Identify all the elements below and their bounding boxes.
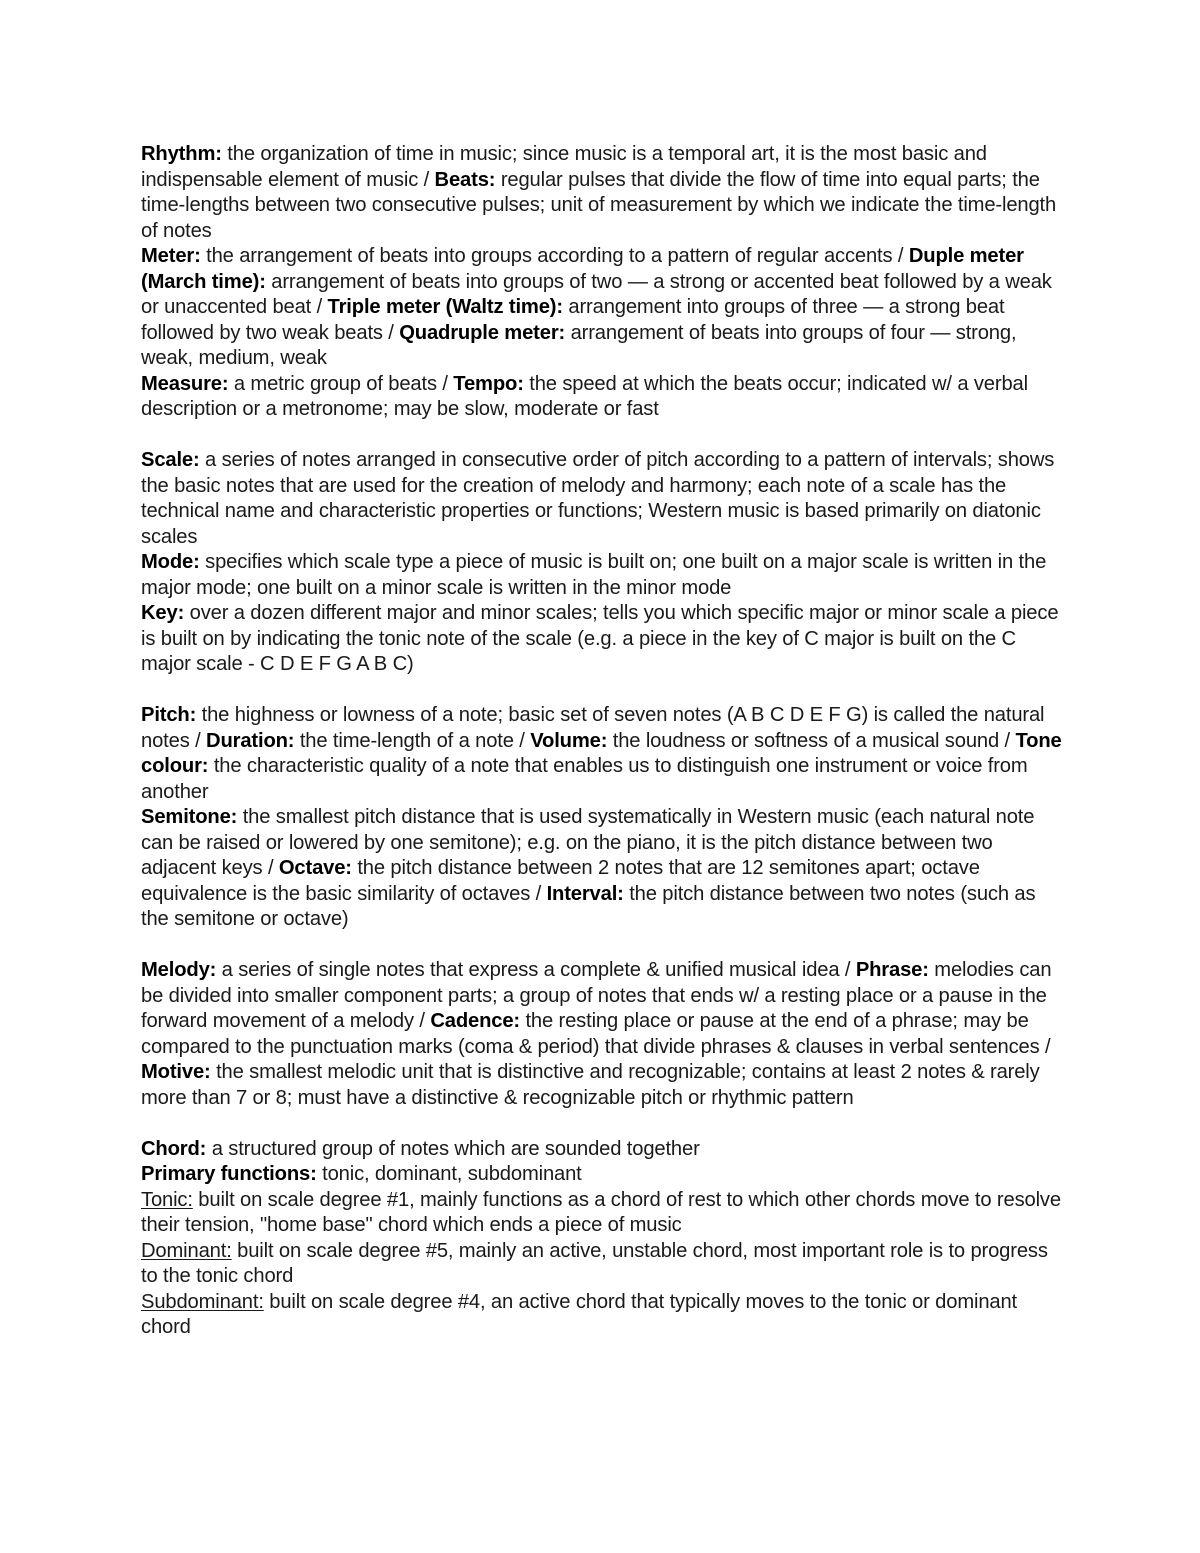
definition-text: built on scale degree #4, an active chord that typically moves to the tonic or dominant chord [141, 1290, 1018, 1338]
term-label: Quadruple meter: [399, 321, 566, 344]
function-term-label: Dominant: [141, 1239, 232, 1262]
definition-text: built on scale degree #5, mainly an active, unstable chord, most important role is to progress to the tonic chord [141, 1239, 1048, 1287]
definition-text: arrangement of beats into groups of two — a strong or accented beat followed by a weak or unaccented beat / [141, 270, 1052, 318]
definition-text: the organization of time in music; since music is a temporal art, it is the most basic and indispensable element of music / [141, 143, 987, 191]
term-label: Phrase: [855, 959, 929, 981]
definition-text: a series of single notes that express a complete & unified musical idea / [216, 959, 856, 981]
function-term-label: Subdominant: [141, 1290, 264, 1313]
definition-text: the smallest pitch distance that is used systematically in Western music (each natural note can be raised or lowered by one semitone); e.g. on the piano, it is the pitch distance between two adjacent keys / [141, 806, 1035, 879]
definition-text: a metric group of beats / [228, 372, 454, 395]
term-label: Beats: [434, 168, 496, 191]
definition-text: the pitch distance between 2 notes that are 12 semitones apart; octave equivalence is the basic similarity of octaves / [141, 857, 980, 905]
term-label: Rhythm: [141, 143, 222, 165]
term-label: Duple meter (March time): [141, 245, 1024, 293]
definition-paragraph [141, 958, 1066, 1111]
term-label: Motive: [141, 1061, 211, 1083]
term-label: Interval: [546, 882, 624, 905]
definition-text: built on scale degree #1, mainly functions as a chord of rest to which other chords move to resolve their tension, "home base" chord which ends a piece of music [141, 1188, 1061, 1236]
section-spacer [141, 423, 1066, 449]
term-label: Octave: [278, 857, 352, 879]
term-label: Triple meter (Waltz time): [327, 296, 563, 318]
definition-text: arrangement of beats into groups of four — strong, weak, medium, weak [141, 321, 1017, 369]
section-spacer [141, 933, 1066, 959]
definition-paragraph [141, 1188, 1066, 1239]
definition-paragraph [141, 1290, 1066, 1341]
definition-text: melodies can be divided into smaller component parts; a group of notes that ends w/ a resting place or a pause in the forward movement of a melody / [141, 959, 1052, 1032]
definition-text: specifies which scale type a piece of music is built on; one built on a major scale is written in the major mode; one built on a minor scale is written in the minor mode [141, 551, 1047, 599]
definition-text: the smallest melodic unit that is distinctive and recognizable; contains at least 2 notes & rarely more than 7 or 8; must have a distinctive & recognizable pitch or rhythmic pattern [141, 1061, 1040, 1109]
term-label: Key: [141, 602, 185, 624]
definition-text: the highness or lowness of a note; basic set of seven notes (A B C D E F G) is called the natural notes / [141, 704, 1045, 752]
definition-paragraph [141, 142, 1066, 244]
term-label: Melody: [141, 959, 217, 981]
definition-paragraph [141, 601, 1066, 678]
term-label: Mode: [141, 551, 200, 573]
term-label: Pitch: [141, 704, 197, 726]
definition-text: a structured group of notes which are sounded together [206, 1137, 700, 1160]
definition-text: the speed at which the beats occur; indicated w/ a verbal description or a metronome; may be slow, moderate or fast [141, 372, 1028, 420]
definition-text: the resting place or pause at the end of a phrase; may be compared to the punctuation marks (coma & period) that divide phrases & clauses in verbal sentences / [141, 1010, 1051, 1058]
term-label: Duration: [206, 729, 295, 752]
term-label: Tone colour: [141, 729, 1062, 777]
definition-paragraph [141, 244, 1066, 372]
definition-text: the characteristic quality of a note that enables us to distinguish one instrument or voice from another [141, 755, 1028, 803]
term-label: Volume: [530, 729, 608, 752]
term-label: Scale: [141, 449, 200, 471]
definition-paragraph [141, 550, 1066, 601]
definition-text: the loudness or softness of a musical sound / [607, 729, 1016, 752]
term-label: Measure: [141, 372, 229, 395]
definition-text: regular pulses that divide the flow of time into equal parts; the time-lengths between two consecutive pulses; unit of measurement by which we indicate the time-length of notes [141, 168, 1057, 242]
definition-text: the time-length of a note / [294, 729, 531, 752]
term-label: Tempo: [453, 372, 524, 395]
definition-paragraph [141, 448, 1066, 550]
definition-paragraph [141, 1162, 1066, 1188]
definition-text: the pitch distance between two notes (such as the semitone or octave) [141, 882, 1036, 930]
document-body [141, 142, 1066, 1341]
definition-paragraph [141, 1239, 1066, 1290]
term-label: Cadence: [430, 1010, 520, 1032]
definition-text: the arrangement of beats into groups according to a pattern of regular accents / [200, 245, 909, 267]
definition-text: arrangement into groups of three — a strong beat followed by two weak beats / [141, 296, 1005, 344]
definition-paragraph [141, 805, 1066, 933]
term-label: Chord: [141, 1137, 207, 1160]
term-label: Primary functions: [141, 1163, 317, 1185]
definition-paragraph [141, 703, 1066, 805]
section-spacer [141, 678, 1066, 704]
term-label: Meter: [141, 245, 201, 267]
definition-text: tonic, dominant, subdominant [316, 1163, 582, 1185]
function-term-label: Tonic: [141, 1188, 193, 1211]
definition-text: over a dozen different major and minor scales; tells you which specific major or minor scale a piece is built on by indicating the tonic note of the scale (e.g. a piece in the key of C major is built on the C major scale - C D E F G A B C) [141, 602, 1059, 675]
definition-text: a series of notes arranged in consecutive order of pitch according to a pattern of intervals; shows the basic notes that are used for the creation of melody and harmony; each note of a scale has the technical name and characteristic properties or functions; Western music is based primarily on diatonic scales [141, 449, 1055, 548]
definition-paragraph [141, 1137, 1066, 1163]
definition-paragraph [141, 372, 1066, 423]
term-label: Semitone: [141, 806, 238, 828]
section-spacer [141, 1111, 1066, 1137]
